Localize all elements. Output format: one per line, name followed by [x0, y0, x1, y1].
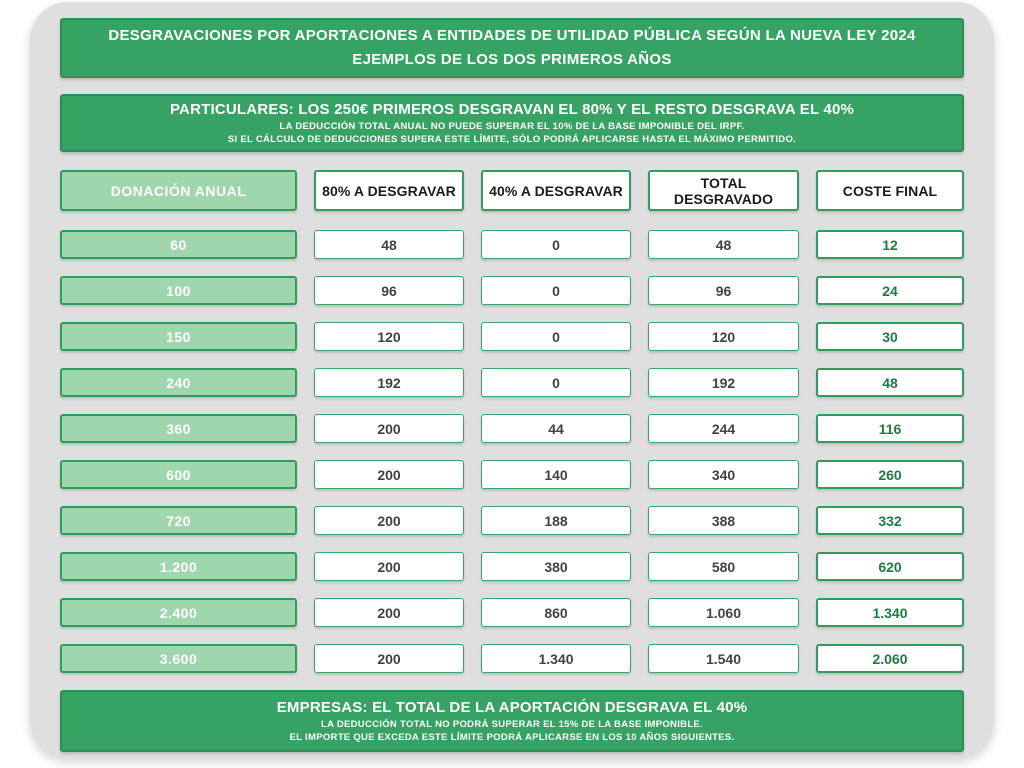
total-deducted-cell: 96 [648, 276, 799, 305]
final-cost-cell: 116 [816, 414, 964, 443]
deduct-80-cell: 48 [314, 230, 464, 259]
header-40-a-desgravar: 40% A DESGRAVAR [481, 170, 631, 211]
deduct-40-cell: 1.340 [481, 644, 631, 673]
deduct-80-cell: 200 [314, 644, 464, 673]
table-row [60, 322, 964, 351]
deduct-40-cell: 380 [481, 552, 631, 581]
deduct-80-cell: 200 [314, 552, 464, 581]
donation-amount-cell: 2.400 [60, 598, 297, 627]
total-deducted-cell: 1.060 [648, 598, 799, 627]
empresas-banner [60, 690, 964, 752]
final-cost-cell: 48 [816, 368, 964, 397]
total-deducted-cell: 388 [648, 506, 799, 535]
table-header-row [60, 170, 964, 211]
particulares-note-2: SI EL CÁLCULO DE DEDUCCIONES SUPERA ESTE LÍMITE, SÓLO PODRÁ APLICARSE HASTA EL MÁXIMO PERMITIDO. [227, 134, 797, 145]
particulares-banner [60, 94, 964, 152]
deduct-80-cell: 200 [314, 460, 464, 489]
deduct-40-cell: 0 [481, 276, 631, 305]
total-deducted-cell: 1.540 [648, 644, 799, 673]
particulares-note-1: LA DEDUCCIÓN TOTAL ANUAL NO PUEDE SUPERAR EL 10% DE LA BASE IMPONIBLE DEL IRPF. [279, 120, 745, 132]
table-row [60, 460, 964, 489]
empresas-note-2: EL IMPORTE QUE EXCEDA ESTE LÍMITE PODRÁ APLICARSE EN LOS 10 AÑOS SIGUIENTES. [289, 732, 735, 743]
donation-amount-cell: 360 [60, 414, 297, 443]
total-deducted-cell: 192 [648, 368, 799, 397]
table-row [60, 552, 964, 581]
donation-amount-cell: 150 [60, 322, 297, 351]
donation-amount-cell: 3.600 [60, 644, 297, 673]
donation-amount-cell: 100 [60, 276, 297, 305]
header-coste-final: COSTE FINAL [816, 170, 964, 211]
table-row [60, 368, 964, 397]
particulares-headline: PARTICULARES: LOS 250€ PRIMEROS DESGRAVAN EL 80% Y EL RESTO DESGRAVA EL 40% [169, 100, 855, 118]
deduct-40-cell: 188 [481, 506, 631, 535]
deduct-40-cell: 140 [481, 460, 631, 489]
deduct-40-cell: 0 [481, 322, 631, 351]
donation-amount-cell: 600 [60, 460, 297, 489]
table-row [60, 598, 964, 627]
table-row [60, 276, 964, 305]
table-row [60, 644, 964, 673]
deduct-80-cell: 96 [314, 276, 464, 305]
final-cost-cell: 30 [816, 322, 964, 351]
donation-amount-cell: 60 [60, 230, 297, 259]
title-line-2: EJEMPLOS DE LOS DOS PRIMEROS AÑOS [352, 51, 672, 68]
total-deducted-cell: 48 [648, 230, 799, 259]
final-cost-cell: 2.060 [816, 644, 964, 673]
final-cost-cell: 24 [816, 276, 964, 305]
deduct-40-cell: 44 [481, 414, 631, 443]
deduct-80-cell: 200 [314, 598, 464, 627]
title-banner [60, 18, 964, 78]
deduct-80-cell: 192 [314, 368, 464, 397]
deduct-40-cell: 0 [481, 230, 631, 259]
deduct-40-cell: 0 [481, 368, 631, 397]
infographic-card [30, 2, 994, 758]
total-deducted-cell: 244 [648, 414, 799, 443]
table-row [60, 414, 964, 443]
title-line-1: DESGRAVACIONES POR APORTACIONES A ENTIDADES DE UTILIDAD PÚBLICA SEGÚN LA NUEVA LEY 2024 [108, 27, 916, 44]
deduct-80-cell: 200 [314, 414, 464, 443]
final-cost-cell: 1.340 [816, 598, 964, 627]
empresas-note-1: LA DEDUCCIÓN TOTAL NO PODRÁ SUPERAR EL 15% DE LA BASE IMPONIBLE. [321, 718, 703, 730]
donation-amount-cell: 1.200 [60, 552, 297, 581]
table-row [60, 230, 964, 259]
total-deducted-cell: 580 [648, 552, 799, 581]
table-row [60, 506, 964, 535]
final-cost-cell: 620 [816, 552, 964, 581]
total-deducted-cell: 340 [648, 460, 799, 489]
donation-amount-cell: 720 [60, 506, 297, 535]
table-body [60, 230, 964, 673]
header-donacion-anual: DONACIÓN ANUAL [60, 170, 297, 211]
final-cost-cell: 260 [816, 460, 964, 489]
total-deducted-cell: 120 [648, 322, 799, 351]
empresas-headline: EMPRESAS: EL TOTAL DE LA APORTACIÓN DESGRAVA EL 40% [276, 698, 748, 716]
deduct-40-cell: 860 [481, 598, 631, 627]
donation-amount-cell: 240 [60, 368, 297, 397]
final-cost-cell: 332 [816, 506, 964, 535]
header-80-a-desgravar: 80% A DESGRAVAR [314, 170, 464, 211]
final-cost-cell: 12 [816, 230, 964, 259]
deduct-80-cell: 120 [314, 322, 464, 351]
deduct-80-cell: 200 [314, 506, 464, 535]
header-total-desgravado: TOTAL DESGRAVADO [648, 170, 799, 211]
